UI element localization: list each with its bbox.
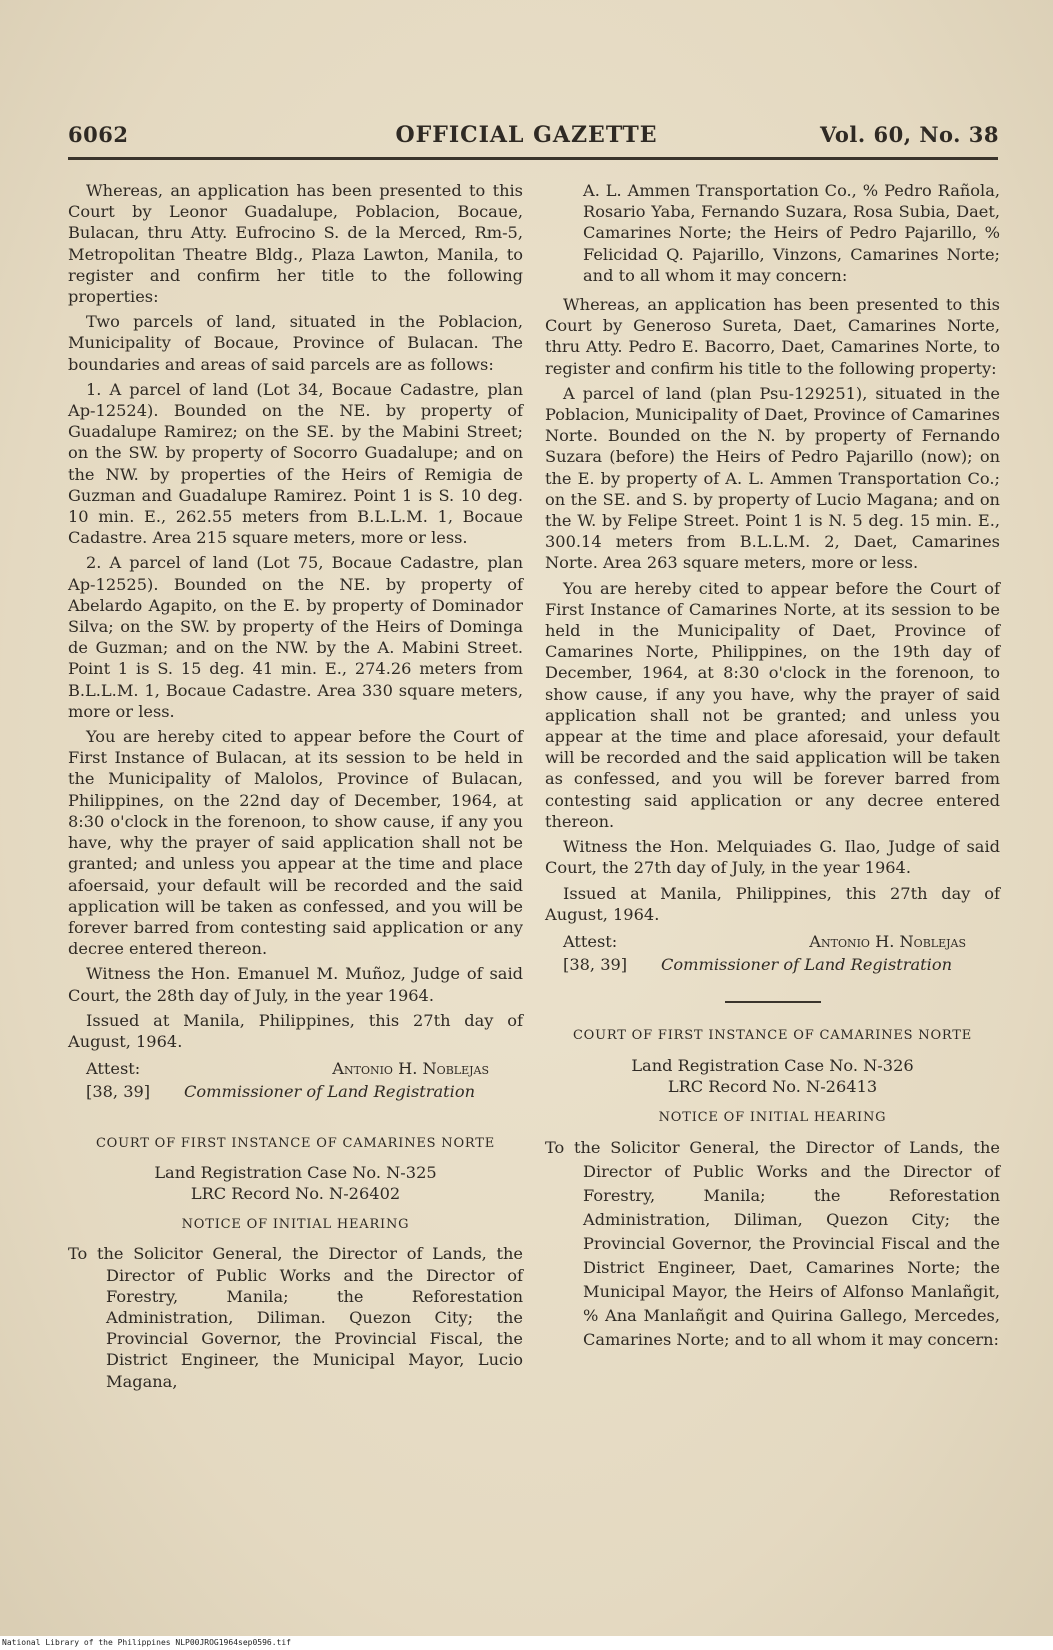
page-title: OFFICIAL GAZETTE [395,122,658,148]
paragraph: Two parcels of land, situated in the Poblacion, Municipality of Bocaue, Province of Bulacan. The boundaries and areas of said parcels are as follows: [68,312,523,374]
paragraph: 2. A parcel of land (Lot 75, Bocaue Cadastre, plan Ap-12525). Bounded on the NE. by property of Abelardo Agapito, on the E. by property of Dominador Silva; on the SW. by property of the Heirs of Dominga de Guzman; and on the NW. by the A. Mabini Street. Point 1 is S. 15 deg. 41 min. E., 274.26 meters from B.L.L.M. 1, Bocaue Cadastre. Area 330 square meters, more or less. [68,553,523,721]
paragraph: Issued at Manila, Philippines, this 27th day of August, 1964. [68,1010,523,1051]
section-divider [725,1001,821,1003]
page-number: 6062 [68,122,129,147]
paragraph: Witness the Hon. Emanuel M. Muñoz, Judge of said Court, the 28th day of July, in the year 1964. [68,964,523,1005]
attest-ref: [38, 39] [563,955,628,975]
paragraph: Witness the Hon. Melquiades G. Ilao, Judge of said Court, the 27th day of July, in the year 1964. [545,837,1000,878]
attest-title-line [86,1081,523,1102]
paragraph: 1. A parcel of land (Lot 34, Bocaue Cadastre, plan Ap-12524). Bounded on the NE. by property of Guadalupe Ramirez; on the SE. by the Mabini Street; on the SW. by property of Socorro Guadalupe; and on the NW. by properties of the Heirs of Remigia de Guzman and Guadalupe Ramirez. Point 1 is S. 10 deg. 10 min. E., 262.55 meters from B.L.L.M. 1, Bocaue Cadastre. Area 215 square meters, more or less. [68,379,523,548]
court-heading: COURT OF FIRST INSTANCE OF CAMARINES NORTE [572,1028,973,1044]
left-column [68,180,523,1396]
header-rule [68,157,998,160]
paragraph: Whereas, an application has been presented to this Court by Leonor Guadalupe, Poblacion, Bocaue, Bulacan, thru Atty. Eufrocino S. de la Merced, Rm-5, Metropolitan Theatre Bldg., Plaza Lawton, Manila, to register and confirm her title to the following properties: [68,181,523,307]
attest-title: Commissioner of Land Registration [661,955,953,975]
court-heading: COURT OF FIRST INSTANCE OF CAMARINES NORTE [95,1135,496,1151]
volume-number: Vol. 60, No. 38 [820,122,999,147]
attest-ref: [38, 39] [86,1082,151,1102]
attest-title-line [563,954,1000,975]
paragraph: Whereas, an application has been presented to this Court by Generoso Sureta, Daet, Camarines Norte, thru Atty. Pedro E. Bacorro, Daet, Camarines Norte, to register and confirm his title to the following property: [545,295,1000,378]
attest-line [86,1058,523,1079]
case-number: Land Registration Case No. N-326 [631,1055,914,1075]
attest-title: Commissioner of Land Registration [184,1082,476,1102]
scan-footer: National Library of the Philippines NLP00JROG1964sep0596.tif [0,1636,1053,1650]
attest-label: Attest: [86,1059,141,1079]
notice-heading: NOTICE OF INITIAL HEARING [181,1217,410,1233]
addressees: To the Solicitor General, the Director of Lands, the Director of Public Works and the Director of Forestry, Manila; the Reforestation Administration, Diliman, Quezon City; the Provincial Governor, the Provincial Fiscal and the District Engineer, Daet, Camarines Norte; the Municipal Mayor, the Heirs of Alfonso Manlañgit, % Ana Manlañgit and Quirina Gallego, Mercedes, Camarines Norte; and to all whom it may concern: [545,1138,1000,1350]
paragraph: A parcel of land (plan Psu-129251), situated in the Poblacion, Municipality of Daet, Province of Camarines Norte. Bounded on the N. by property of Fernando Suzara (before) the Heirs of Pedro Pajarillo (now); on the E. by property of A. L. Ammen Transportation Co.; on the SE. and S. by property of Lucio Magana; and on the W. by Felipe Street. Point 1 is N. 5 deg. 15 min. E., 300.14 meters from B.L.L.M. 2, Daet, Camarines Norte. Area 263 square meters, more or less. [545,383,1000,573]
attest-label: Attest: [563,931,618,951]
attest-name: Antonio H. Noblejas [332,1059,489,1079]
attest-name: Antonio H. Noblejas [809,931,966,951]
right-column [545,180,1000,1356]
record-number: LRC Record No. N-26413 [667,1076,878,1096]
addressees-continued: A. L. Ammen Transportation Co., % Pedro Rañola, Rosario Yaba, Fernando Suzara, Rosa Subia, Daet, Camarines Norte; the Heirs of Pedro Pajarillo, % Felicidad Q. Pajarillo, Vinzons, Camarines Norte; and to all whom it may concern: [583,181,1000,285]
notice-heading: NOTICE OF INITIAL HEARING [658,1109,887,1125]
paragraph: Issued at Manila, Philippines, this 27th day of August, 1964. [545,883,1000,924]
case-number: Land Registration Case No. N-325 [154,1162,437,1182]
paragraph: You are hereby cited to appear before the Court of First Instance of Camarines Norte, at its session to be held in the Municipality of Daet, Province of Camarines Norte, Philippines, on the 19th day of December, 1964, at 8:30 o'clock in the forenoon, to show cause, if any you have, why the prayer of said application shall not be granted; and unless you appear at the time and place aforesaid, your default will be recorded and the said application will be taken as confessed, and you will be forever barred from contesting said application or any decree entered thereon. [545,578,1000,831]
paragraph: You are hereby cited to appear before the Court of First Instance of Bulacan, at its session to be held in the Municipality of Malolos, Province of Bulacan, Philippines, on the 22nd day of December, 1964, at 8:30 o'clock in the forenoon, to show cause, if any you have, why the prayer of said application shall not be granted; and unless you appear at the time and place afoersaid, your default will be recorded and the said application will be taken as confessed, and you will be forever barred from contesting said application or any decree entered thereon. [68,727,523,959]
attest-line [563,931,1000,952]
addressees: To the Solicitor General, the Director of Lands, the Director of Public Works and the Director of Forestry, Manila; the Reforestation Administration, Diliman. Quezon City; the Provincial Governor, the Provincial Fiscal, the District Engineer, the Municipal Mayor, Lucio Magana, [68,1244,523,1391]
record-number: LRC Record No. N-26402 [190,1183,401,1203]
